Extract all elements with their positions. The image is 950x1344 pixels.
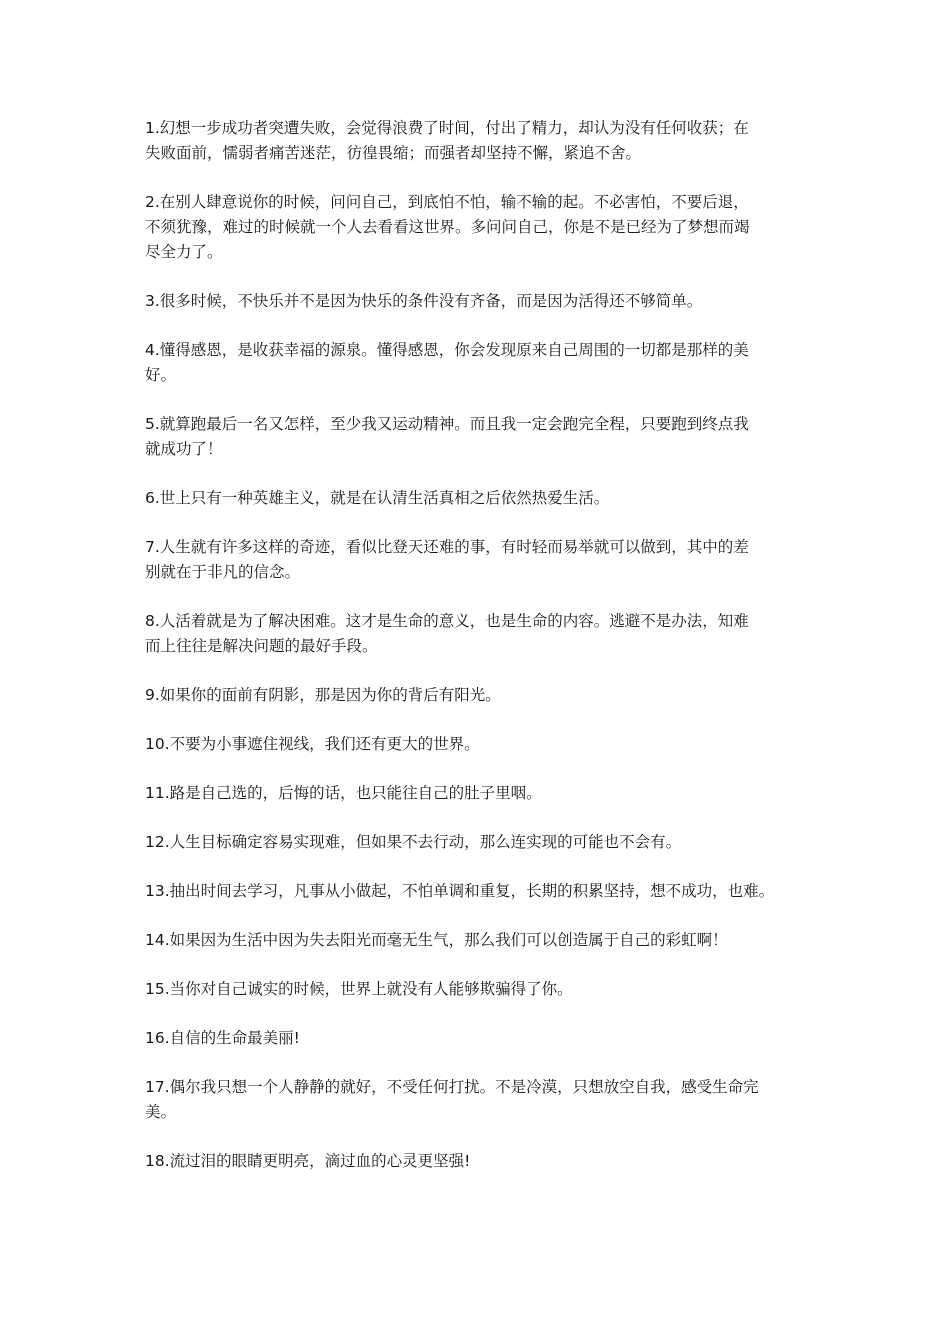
- paragraph-line: 14.如果因为生活中因为失去阳光而毫无生气，那么我们可以创造属于自己的彩虹啊！: [145, 931, 728, 949]
- paragraph-line: 不须犹豫，难过的时候就一个人去看看这世界。多问问自己，你是不是已经为了梦想而竭: [145, 218, 750, 236]
- paragraph-7: [145, 535, 817, 585]
- paragraph-line: 10.不要为小事遮住视线，我们还有更大的世界。: [145, 735, 480, 753]
- paragraph-line: 好。: [145, 366, 177, 384]
- paragraph-line: 而上往往是解决问题的最好手段。: [145, 637, 378, 655]
- paragraph-9: [145, 683, 817, 708]
- paragraph-line: 12.人生目标确定容易实现难，但如果不去行动，那么连实现的可能也不会有。: [145, 833, 682, 851]
- paragraph-18: [145, 1149, 817, 1174]
- paragraph-14: [145, 928, 817, 953]
- paragraph-line: 16.自信的生命最美丽!: [145, 1029, 300, 1047]
- paragraph-5: [145, 412, 817, 462]
- paragraph-line: 11.路是自己选的，后悔的话，也只能往自己的肚子里咽。: [145, 784, 542, 802]
- paragraph-line: 4.懂得感恩，是收获幸福的源泉。懂得感恩，你会发现原来自己周围的一切都是那样的美: [145, 341, 749, 359]
- paragraph-3: [145, 289, 817, 314]
- paragraph-2: [145, 190, 817, 265]
- paragraph-line: 15.当你对自己诚实的时候，世界上就没有人能够欺骗得了你。: [145, 980, 573, 998]
- paragraph-line: 17.偶尔我只想一个人静静的就好，不受任何打扰。不是冷漠，只想放空自我，感受生命完: [145, 1078, 759, 1096]
- paragraph-line: 9.如果你的面前有阴影，那是因为你的背后有阳光。: [145, 686, 501, 704]
- paragraph-1: [145, 116, 817, 166]
- paragraph-4: [145, 338, 817, 388]
- paragraph-15: [145, 977, 817, 1002]
- paragraph-13: [145, 879, 817, 904]
- paragraph-16: [145, 1026, 817, 1051]
- paragraph-line: 7.人生就有许多这样的奇迹，看似比登天还难的事，有时轻而易举就可以做到，其中的差: [145, 538, 749, 556]
- paragraph-line: 13.抽出时间去学习，凡事从小做起，不怕单调和重复，长期的积累坚持，想不成功，也难。: [145, 882, 775, 900]
- document-body: [145, 116, 817, 1198]
- paragraph-line: 尽全力了。: [145, 243, 223, 261]
- paragraph-17: [145, 1075, 817, 1125]
- paragraph-line: 美。: [145, 1103, 177, 1121]
- paragraph-line: 2.在别人肆意说你的时候，问问自己，到底怕不怕，输不输的起。不必害怕，不要后退，: [145, 193, 749, 211]
- paragraph-11: [145, 781, 817, 806]
- paragraph-8: [145, 609, 817, 659]
- paragraph-6: [145, 486, 817, 511]
- paragraph-line: 别就在于非凡的信念。: [145, 563, 301, 581]
- paragraph-line: 18.流过泪的眼睛更明亮，滴过血的心灵更坚强!: [145, 1152, 471, 1170]
- paragraph-line: 就成功了！: [145, 440, 223, 458]
- paragraph-line: 6.世上只有一种英雄主义，就是在认清生活真相之后依然热爱生活。: [145, 489, 610, 507]
- paragraph-line: 8.人活着就是为了解决困难。这才是生命的意义，也是生命的内容。逃避不是办法，知难: [145, 612, 749, 630]
- paragraph-line: 1.幻想一步成功者突遭失败，会觉得浪费了时间，付出了精力，却认为没有任何收获；在: [145, 119, 749, 137]
- paragraph-line: 失败面前，懦弱者痛苦迷茫，彷徨畏缩；而强者却坚持不懈，紧追不舍。: [145, 144, 642, 162]
- paragraph-12: [145, 830, 817, 855]
- paragraph-line: 3.很多时候，不快乐并不是因为快乐的条件没有齐备，而是因为活得还不够简单。: [145, 292, 703, 310]
- paragraph-10: [145, 732, 817, 757]
- paragraph-line: 5.就算跑最后一名又怎样，至少我又运动精神。而且我一定会跑完全程，只要跑到终点我: [145, 415, 749, 433]
